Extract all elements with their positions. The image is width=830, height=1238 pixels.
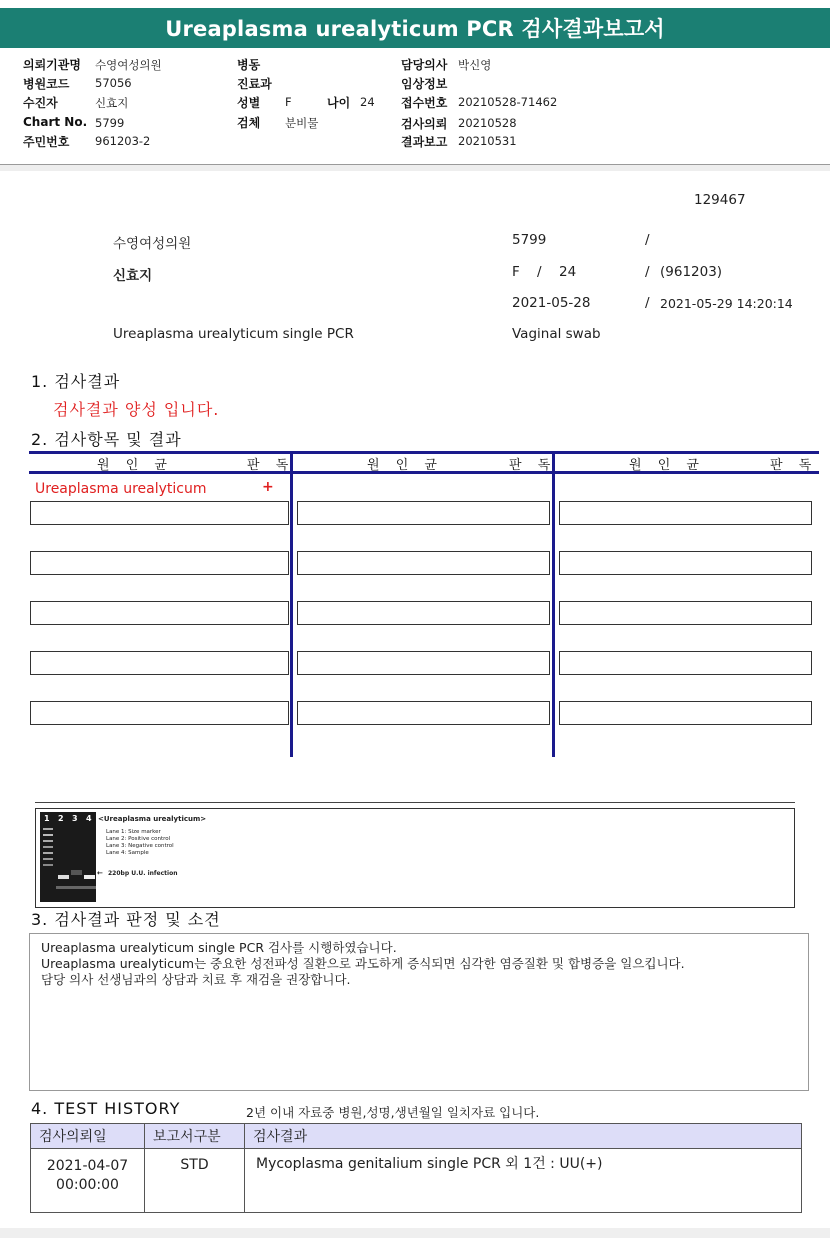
gel-legend-lane4: Lane 4: Sample	[106, 850, 149, 856]
comment-line: 담당 의사 선생님과의 상담과 치료 후 재검을 권장합니다.	[41, 972, 351, 987]
header-divider	[0, 165, 830, 171]
hospital-name-value: 수영여성의원	[95, 58, 162, 72]
specimen-value: 분비물	[285, 116, 319, 130]
chart-no-value: 5799	[95, 116, 125, 130]
sample-band	[84, 875, 95, 879]
result-box	[297, 651, 550, 675]
result-box	[559, 551, 812, 575]
col-header-reading-2: 판 독	[509, 458, 557, 473]
history-col-type: 보고서구분	[145, 1124, 245, 1149]
section4-title: 4. TEST HISTORY	[31, 1099, 181, 1118]
gel-arrow-icon: ←	[97, 869, 103, 877]
receipt-no-label: 접수번호	[401, 96, 448, 110]
gel-lane-4: 4	[86, 814, 92, 823]
section2-title: 2. 검사항목 및 결과	[31, 430, 182, 449]
info-slash-2: /	[537, 264, 542, 280]
chart-no-label: Chart No.	[23, 115, 88, 129]
ladder-band	[43, 858, 53, 860]
result-box	[30, 651, 289, 675]
info-slash-3: /	[645, 264, 650, 280]
gel-legend-lane1: Lane 1: Size marker	[106, 829, 161, 835]
ladder-band	[43, 834, 53, 836]
result-box	[559, 501, 812, 525]
info-birth: (961203)	[660, 264, 723, 280]
info-test-name: Ureaplasma urealyticum single PCR	[113, 326, 354, 342]
doctor-label: 담당의사	[401, 58, 448, 72]
ladder-band	[43, 828, 53, 830]
report-number: 129467	[694, 192, 746, 208]
ladder-band	[43, 852, 53, 854]
gel-lane-2: 2	[58, 814, 64, 823]
col-header-organism-2: 원 인 균	[367, 458, 443, 473]
info-date-received: 2021-05-28	[512, 295, 591, 311]
info-specimen: Vaginal swab	[512, 326, 601, 342]
table-row[interactable]	[31, 1149, 802, 1213]
history-type: STD	[145, 1149, 245, 1213]
comment-box	[29, 933, 809, 1091]
patient-label: 수진자	[23, 96, 58, 110]
result-box	[559, 651, 812, 675]
gel-legend-lane3: Lane 3: Negative control	[106, 843, 174, 849]
result-reading: +	[262, 479, 274, 495]
department-label: 진료과	[237, 77, 272, 91]
history-date: 2021-04-07	[46, 1158, 129, 1174]
col-header-organism-1: 원 인 균	[97, 458, 173, 473]
resident-no-value: 961203-2	[95, 134, 151, 148]
result-box	[297, 501, 550, 525]
info-age: 24	[559, 264, 577, 280]
negative-control-band	[71, 870, 82, 875]
footer-strip	[0, 1228, 830, 1238]
info-date-reported: 2021-05-29 14:20:14	[660, 296, 793, 311]
history-table	[30, 1123, 802, 1213]
result-box	[30, 501, 289, 525]
gel-top-rule	[35, 802, 795, 803]
history-header-row	[31, 1124, 802, 1149]
positive-result-text: 검사결과 양성 입니다.	[53, 400, 220, 419]
clinical-info-label: 임상정보	[401, 77, 448, 91]
history-col-date: 검사의뢰일	[31, 1124, 145, 1149]
specimen-label: 검체	[237, 116, 261, 130]
history-result: Mycoplasma genitalium single PCR 외 1건 : UU(+)	[245, 1149, 802, 1213]
history-col-result: 검사결과	[245, 1124, 802, 1149]
primer-dimer-band	[56, 886, 96, 889]
info-slash-1: /	[645, 232, 650, 248]
gel-lane-3: 3	[72, 814, 78, 823]
col-header-organism-3: 원 인 균	[629, 458, 705, 473]
gel-legend-lane2: Lane 2: Positive control	[106, 836, 171, 842]
result-box	[559, 701, 812, 725]
request-date-value: 20210528	[458, 116, 517, 130]
age-value: 24	[360, 95, 375, 109]
gel-lane-1: 1	[44, 814, 50, 823]
hospital-code-value: 57056	[95, 76, 132, 90]
history-time: 00:00:00	[56, 1177, 119, 1193]
report-date-label: 결과보고	[401, 135, 448, 149]
result-box	[297, 551, 550, 575]
gel-band-annotation: 220bp U.U. infection	[108, 870, 178, 877]
result-box	[559, 601, 812, 625]
result-box	[30, 601, 289, 625]
result-box	[30, 551, 289, 575]
history-date-cell	[31, 1149, 145, 1213]
info-hospital: 수영여성의원	[113, 236, 192, 252]
age-label: 나이	[327, 96, 351, 110]
header-info	[0, 48, 830, 165]
table-divider-2	[552, 451, 555, 757]
report-title: Ureaplasma urealyticum PCR 검사결과보고서	[0, 8, 830, 48]
col-header-reading-1: 판 독	[247, 458, 295, 473]
comment-line: Ureaplasma urealyticum single PCR 검사를 시행하였습니다.	[41, 940, 397, 955]
info-slash-4: /	[645, 295, 650, 311]
comment-line: Ureaplasma urealyticum는 중요한 성전파성 질환으로 과도하게 증식되면 심각한 염증질환 및 합병증을 일으킵니다.	[41, 956, 685, 971]
result-box	[297, 701, 550, 725]
result-box	[297, 601, 550, 625]
col-header-reading-3: 판 독	[770, 458, 818, 473]
positive-control-band	[58, 875, 69, 879]
gel-title: <Ureaplasma urealyticum>	[98, 815, 207, 823]
info-sex: F	[512, 264, 520, 280]
report-date-value: 20210531	[458, 134, 517, 148]
ward-label: 병동	[237, 58, 261, 72]
result-organism: Ureaplasma urealyticum	[35, 481, 207, 497]
ladder-band	[43, 846, 53, 848]
ladder-band	[43, 864, 53, 866]
ladder-band	[43, 840, 53, 842]
receipt-no-value: 20210528-71462	[458, 95, 558, 109]
history-note: 2년 이내 자료중 병원,성명,생년월일 일치자료 입니다.	[246, 1105, 540, 1120]
table-divider-1	[290, 451, 293, 757]
sex-value: F	[285, 95, 292, 109]
hospital-code-label: 병원코드	[23, 77, 70, 91]
section1-title: 1. 검사결과	[31, 372, 121, 391]
result-box	[30, 701, 289, 725]
patient-value: 신효지	[95, 96, 129, 110]
hospital-name-label: 의뢰기관명	[23, 58, 81, 72]
request-date-label: 검사의뢰	[401, 117, 448, 131]
gel-image-frame	[35, 808, 795, 908]
doctor-value: 박신영	[458, 58, 492, 72]
resident-no-label: 주민번호	[23, 135, 70, 149]
gel-electrophoresis-image	[40, 812, 96, 902]
info-chart-no: 5799	[512, 232, 547, 248]
section3-title: 3. 검사결과 판정 및 소견	[31, 910, 221, 929]
info-patient: 신효지	[113, 268, 153, 284]
sex-label: 성별	[237, 96, 261, 110]
